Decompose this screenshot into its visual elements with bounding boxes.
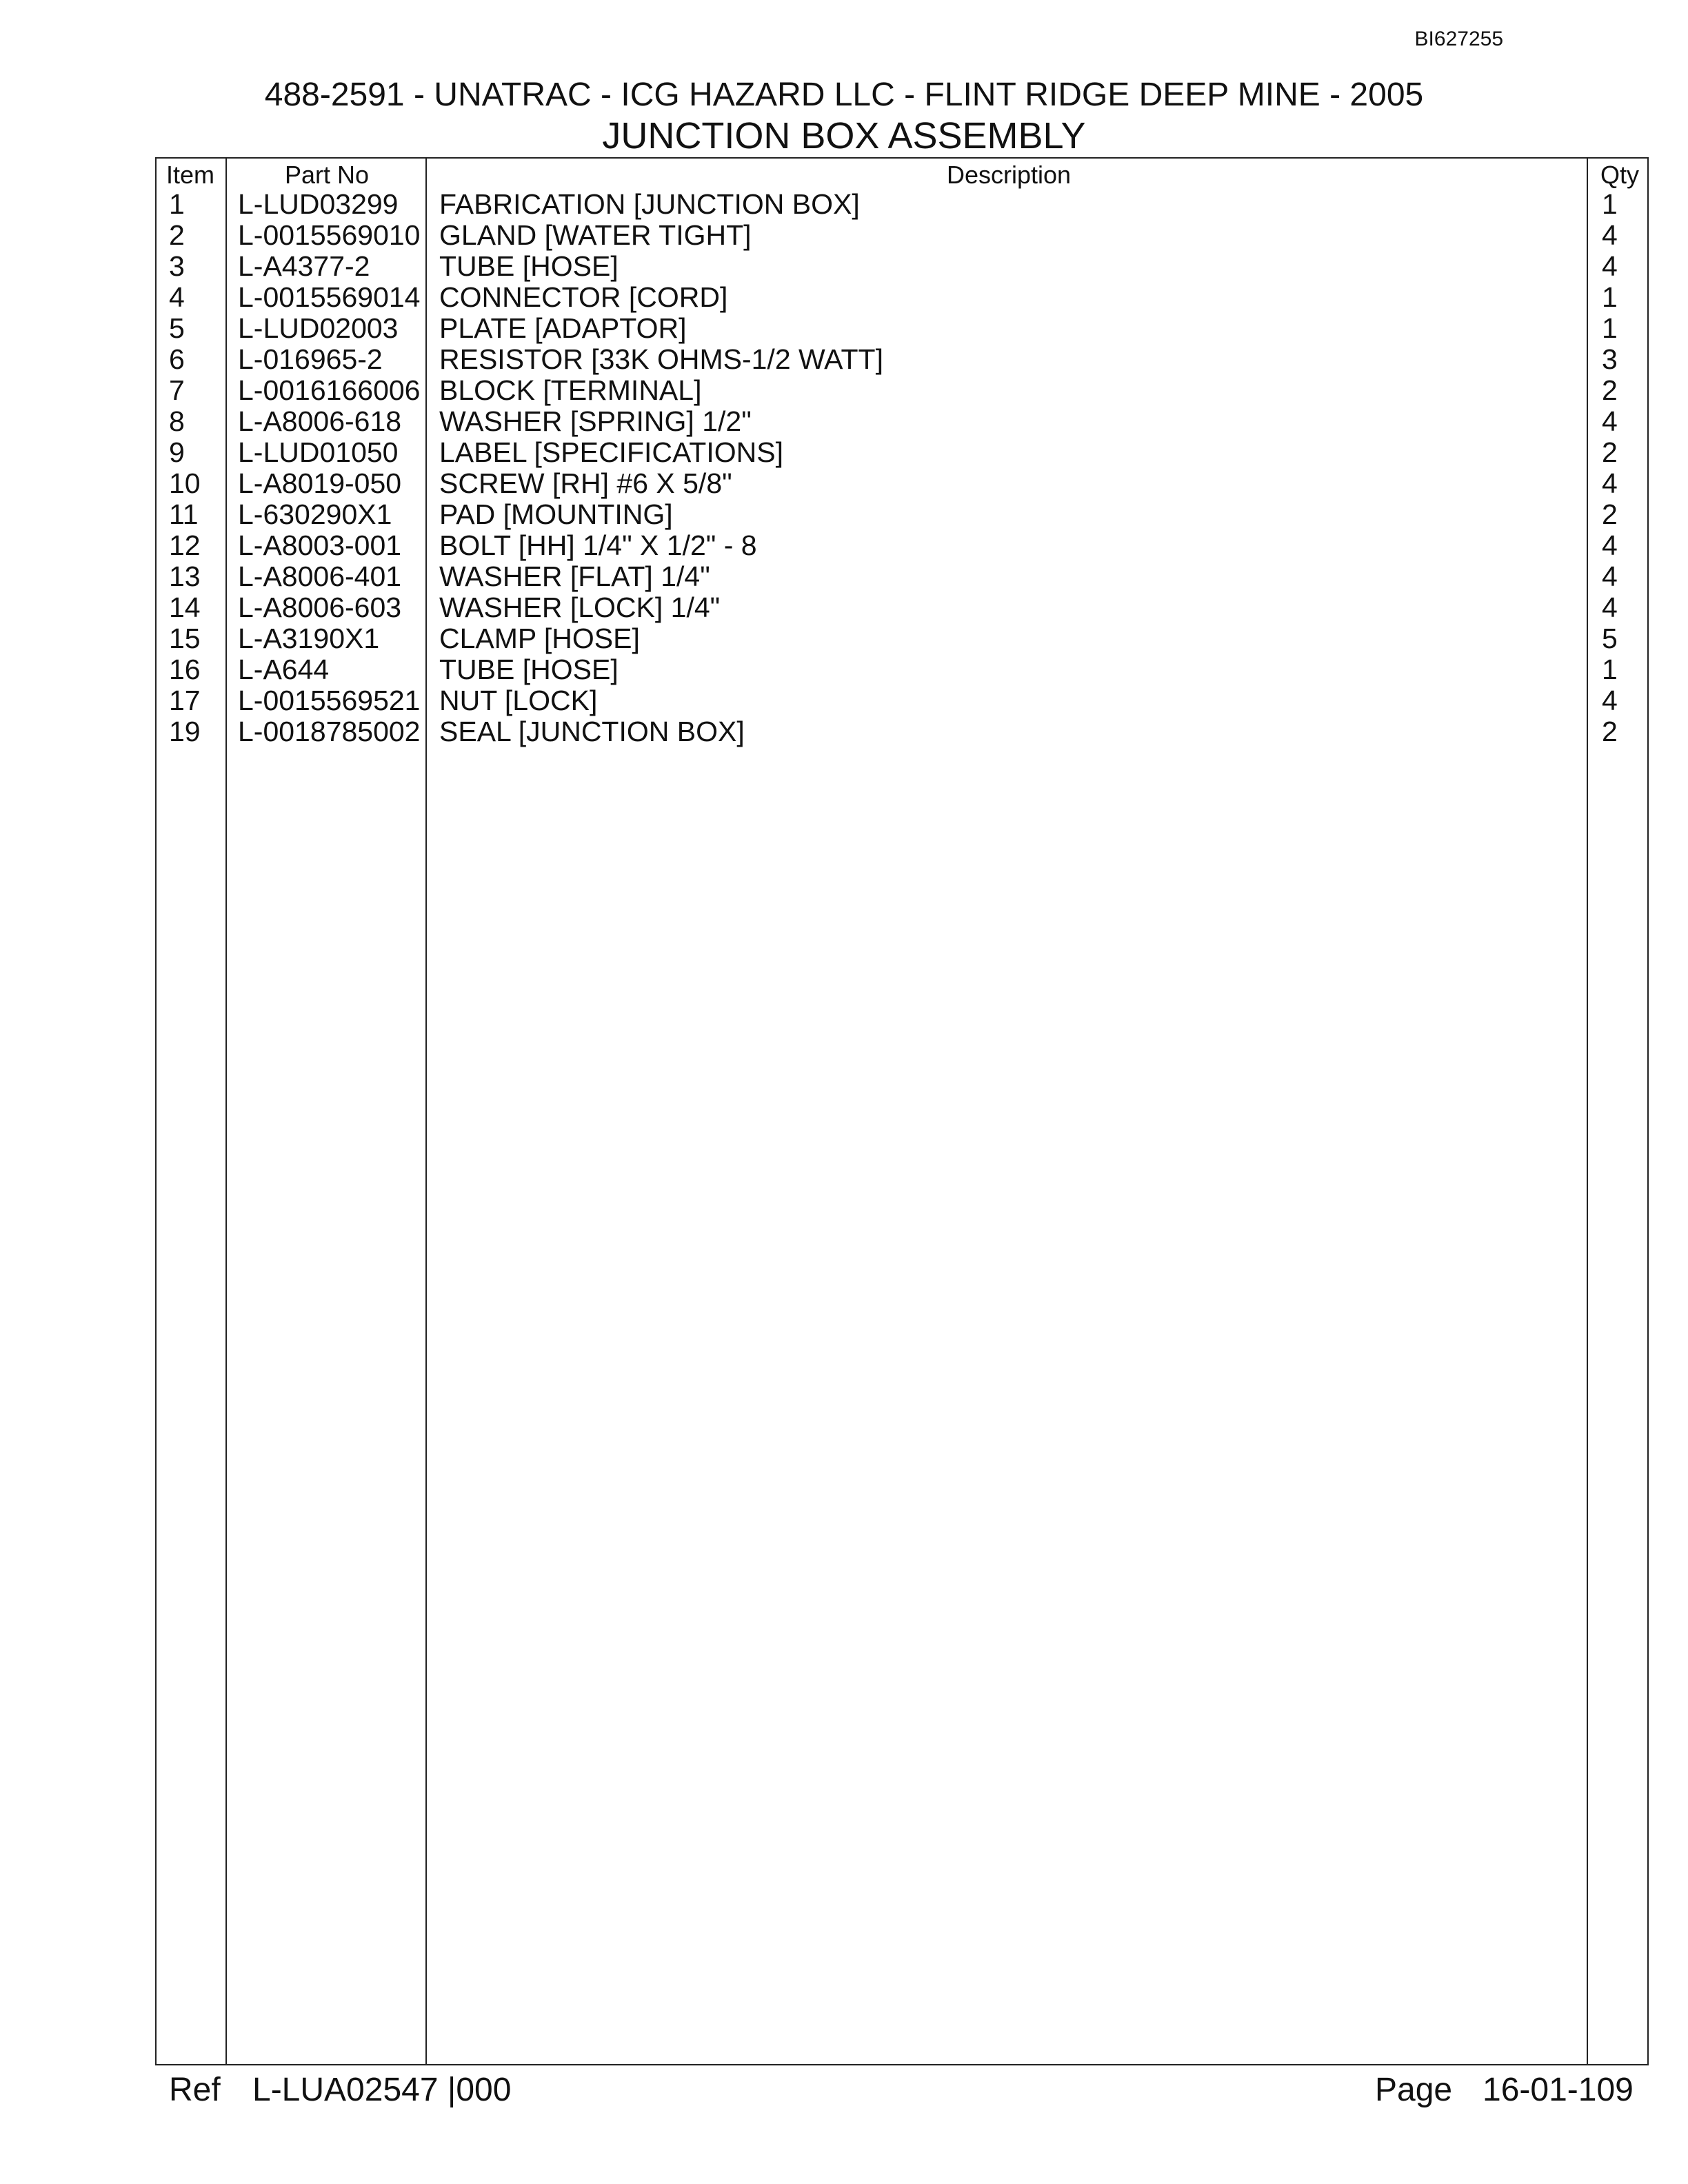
- quantity: 1: [1602, 654, 1618, 685]
- part-description: FABRICATION [JUNCTION BOX]: [439, 188, 860, 220]
- column-header-item: Item: [166, 161, 215, 189]
- quantity: 2: [1602, 498, 1618, 530]
- table-row: [157, 623, 1647, 654]
- part-description: TUBE [HOSE]: [439, 250, 619, 282]
- part-description: RESISTOR [33K OHMS-1/2 WATT]: [439, 343, 883, 375]
- item-number: 14: [169, 592, 201, 623]
- part-description: CLAMP [HOSE]: [439, 623, 640, 654]
- table-row: [157, 561, 1647, 592]
- table-row: [157, 499, 1647, 530]
- part-description: GLAND [WATER TIGHT]: [439, 219, 752, 251]
- parts-table: [155, 157, 1649, 2065]
- quantity: 1: [1602, 312, 1618, 344]
- ref-value: L-LUA02547 |000: [252, 2072, 512, 2108]
- table-row: [157, 313, 1647, 344]
- item-number: 3: [169, 250, 185, 282]
- quantity: 4: [1602, 219, 1618, 251]
- part-number: L-0018785002: [238, 716, 421, 747]
- part-description: WASHER [FLAT] 1/4": [439, 560, 710, 592]
- part-number: L-LUD01050: [238, 436, 399, 468]
- part-number: L-A8006-603: [238, 592, 402, 623]
- part-number: L-A4377-2: [238, 250, 370, 282]
- table-row: [157, 592, 1647, 623]
- part-number: L-630290X1: [238, 498, 392, 530]
- table-row: [157, 468, 1647, 499]
- table-row: [157, 344, 1647, 375]
- part-description: NUT [LOCK]: [439, 685, 598, 716]
- item-number: 15: [169, 623, 201, 654]
- page-label: Page: [1375, 2072, 1453, 2108]
- column-header-description: Description: [947, 161, 1072, 189]
- document-id: BI627255: [1414, 28, 1503, 50]
- item-number: 5: [169, 312, 185, 344]
- item-number: 19: [169, 716, 201, 747]
- item-number: 12: [169, 529, 201, 561]
- part-number: L-0015569521: [238, 685, 421, 716]
- part-description: SCREW [RH] #6 X 5/8": [439, 467, 732, 499]
- table-row: [157, 189, 1647, 220]
- part-number: L-A644: [238, 654, 330, 685]
- item-number: 7: [169, 374, 185, 406]
- assembly-title: JUNCTION BOX ASSEMBLY: [602, 115, 1086, 156]
- item-number: 10: [169, 467, 201, 499]
- quantity: 4: [1602, 529, 1618, 561]
- item-number: 9: [169, 436, 185, 468]
- part-description: TUBE [HOSE]: [439, 654, 619, 685]
- quantity: 2: [1602, 436, 1618, 468]
- part-number: L-A3190X1: [238, 623, 380, 654]
- table-row: [157, 530, 1647, 561]
- quantity: 4: [1602, 467, 1618, 499]
- item-number: 16: [169, 654, 201, 685]
- part-number: L-A8006-618: [238, 405, 402, 437]
- item-number: 8: [169, 405, 185, 437]
- part-number: L-0015569014: [238, 281, 421, 313]
- quantity: 5: [1602, 623, 1618, 654]
- ref-label: Ref: [169, 2072, 221, 2108]
- item-number: 17: [169, 685, 201, 716]
- part-description: BOLT [HH] 1/4" X 1/2" - 8: [439, 529, 757, 561]
- item-number: 11: [169, 498, 199, 530]
- part-description: CONNECTOR [CORD]: [439, 281, 728, 313]
- page-number: 16-01-109: [1483, 2072, 1634, 2108]
- part-number: L-016965-2: [238, 343, 383, 375]
- column-header-part-no: Part No: [285, 161, 370, 189]
- table-row: [157, 716, 1647, 747]
- part-number: L-LUD02003: [238, 312, 399, 344]
- item-number: 2: [169, 219, 185, 251]
- part-number: L-A8006-401: [238, 560, 402, 592]
- part-description: SEAL [JUNCTION BOX]: [439, 716, 745, 747]
- part-number: L-A8003-001: [238, 529, 402, 561]
- table-row: [157, 375, 1647, 406]
- part-description: WASHER [LOCK] 1/4": [439, 592, 721, 623]
- quantity: 4: [1602, 405, 1618, 437]
- part-description: LABEL [SPECIFICATIONS]: [439, 436, 783, 468]
- quantity: 4: [1602, 592, 1618, 623]
- table-row: [157, 251, 1647, 282]
- part-number: L-0015569010: [238, 219, 421, 251]
- quantity: 4: [1602, 250, 1618, 282]
- part-description: WASHER [SPRING] 1/2": [439, 405, 752, 437]
- page-title: 488-2591 - UNATRAC - ICG HAZARD LLC - FLINT RIDGE DEEP MINE - 2005: [264, 77, 1424, 113]
- quantity: 1: [1602, 188, 1618, 220]
- table-row: [157, 220, 1647, 251]
- item-number: 4: [169, 281, 185, 313]
- table-row: [157, 282, 1647, 313]
- table-row: [157, 406, 1647, 437]
- quantity: 2: [1602, 716, 1618, 747]
- item-number: 1: [169, 188, 185, 220]
- part-number: L-LUD03299: [238, 188, 399, 220]
- parts-list: [157, 189, 1647, 747]
- quantity: 4: [1602, 685, 1618, 716]
- part-number: L-0016166006: [238, 374, 421, 406]
- quantity: 3: [1602, 343, 1618, 375]
- item-number: 6: [169, 343, 185, 375]
- quantity: 2: [1602, 374, 1618, 406]
- part-description: PLATE [ADAPTOR]: [439, 312, 687, 344]
- part-number: L-A8019-050: [238, 467, 402, 499]
- table-row: [157, 437, 1647, 468]
- part-description: PAD [MOUNTING]: [439, 498, 673, 530]
- part-description: BLOCK [TERMINAL]: [439, 374, 702, 406]
- column-header-qty: Qty: [1600, 161, 1640, 189]
- table-row: [157, 654, 1647, 685]
- quantity: 1: [1602, 281, 1618, 313]
- table-row: [157, 685, 1647, 716]
- item-number: 13: [169, 560, 201, 592]
- quantity: 4: [1602, 560, 1618, 592]
